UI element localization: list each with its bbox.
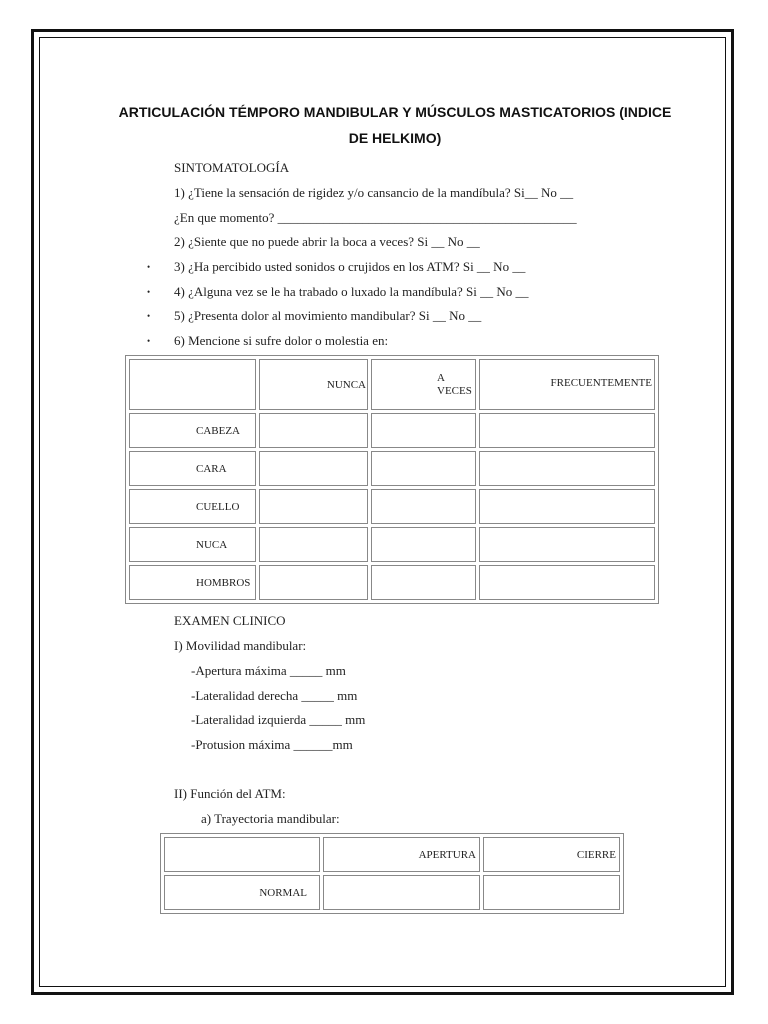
sintomatologia-heading: SINTOMATOLOGÍA	[174, 160, 290, 175]
trayectoria-mandibular: a) Trayectoria mandibular:	[201, 811, 340, 826]
cell-nuca-a-veces[interactable]	[371, 527, 476, 562]
cell-cuello-frecuentemente[interactable]	[479, 489, 655, 524]
lateralidad-derecha: -Lateralidad derecha _____ mm	[191, 688, 358, 703]
header-veces: VECES	[437, 384, 472, 397]
bullet: •	[147, 287, 151, 297]
question-1: 1) ¿Tiene la sensación de rigidez y/o cansancio de la mandíbula? Si__ No __	[174, 185, 574, 200]
cell-hombros-nunca[interactable]	[259, 565, 368, 600]
question-2: 2) ¿Siente que no puede abrir la boca a veces? Si __ No __	[174, 234, 480, 249]
question-6: 6) Mencione si sufre dolor o molestia en:	[174, 333, 389, 348]
movilidad-mandibular: I) Movilidad mandibular:	[174, 638, 307, 653]
apertura-maxima: -Apertura máxima _____ mm	[191, 663, 346, 678]
title-line-2: DE HELKIMO)	[348, 130, 442, 146]
bullet: •	[147, 262, 151, 272]
cell-normal-apertura[interactable]	[323, 875, 480, 910]
document-title	[100, 99, 690, 151]
bullet: •	[147, 311, 151, 321]
cell-nuca-nunca[interactable]	[259, 527, 368, 562]
table-row	[129, 489, 655, 524]
trajectory-corner-cell	[164, 837, 320, 872]
table-row	[129, 527, 655, 562]
cell-nuca-frecuentemente[interactable]	[479, 527, 655, 562]
table-row	[164, 875, 620, 910]
header-cierre: CIERRE	[483, 837, 620, 872]
protusion-maxima: -Protusion máxima ______mm	[191, 737, 353, 752]
examen-clinico-heading: EXAMEN CLINICO	[174, 613, 286, 628]
row-label-normal: NORMAL	[164, 875, 320, 910]
cell-cara-a-veces[interactable]	[371, 451, 476, 486]
cell-hombros-frecuentemente[interactable]	[479, 565, 655, 600]
cell-cuello-nunca[interactable]	[259, 489, 368, 524]
cell-cara-frecuentemente[interactable]	[479, 451, 655, 486]
header-frecuentemente: FRECUENTEMENTE	[479, 359, 655, 410]
cell-normal-cierre[interactable]	[483, 875, 620, 910]
cell-hombros-a-veces[interactable]	[371, 565, 476, 600]
cell-cara-nunca[interactable]	[259, 451, 368, 486]
pain-table-header-row	[129, 359, 655, 410]
lateralidad-izquierda: -Lateralidad izquierda _____ mm	[191, 712, 366, 727]
question-4: 4) ¿Alguna vez se le ha trabado o luxado la mandíbula? Si __ No __	[174, 284, 529, 299]
bullet: •	[147, 336, 151, 346]
header-nunca: NUNCA	[259, 359, 368, 410]
cell-cabeza-nunca[interactable]	[259, 413, 368, 448]
title-line-1: ARTICULACIÓN TÉMPORO MANDIBULAR Y MÚSCULOS MASTICATORIOS (INDICE	[118, 104, 672, 120]
header-a-veces	[371, 359, 476, 410]
question-5: 5) ¿Presenta dolor al movimiento mandibular? Si __ No __	[174, 308, 482, 323]
table-row	[129, 565, 655, 600]
trajectory-table	[160, 833, 624, 914]
row-label-nuca: NUCA	[129, 527, 256, 562]
table-row	[129, 451, 655, 486]
header-a: A	[437, 371, 445, 384]
question-3: 3) ¿Ha percibido usted sonidos o crujidos en los ATM? Si __ No __	[174, 259, 526, 274]
pain-table	[125, 355, 659, 604]
cell-cabeza-a-veces[interactable]	[371, 413, 476, 448]
row-label-cabeza: CABEZA	[129, 413, 256, 448]
header-apertura: APERTURA	[323, 837, 480, 872]
row-label-hombros: HOMBROS	[129, 565, 256, 600]
trajectory-header-row	[164, 837, 620, 872]
row-label-cara: CARA	[129, 451, 256, 486]
table-row	[129, 413, 655, 448]
row-label-cuello: CUELLO	[129, 489, 256, 524]
funcion-atm: II) Función del ATM:	[174, 786, 286, 801]
pain-table-corner-cell	[129, 359, 256, 410]
cell-cuello-a-veces[interactable]	[371, 489, 476, 524]
cell-cabeza-frecuentemente[interactable]	[479, 413, 655, 448]
question-1-moment: ¿En que momento? ______________________________________________	[174, 210, 577, 225]
